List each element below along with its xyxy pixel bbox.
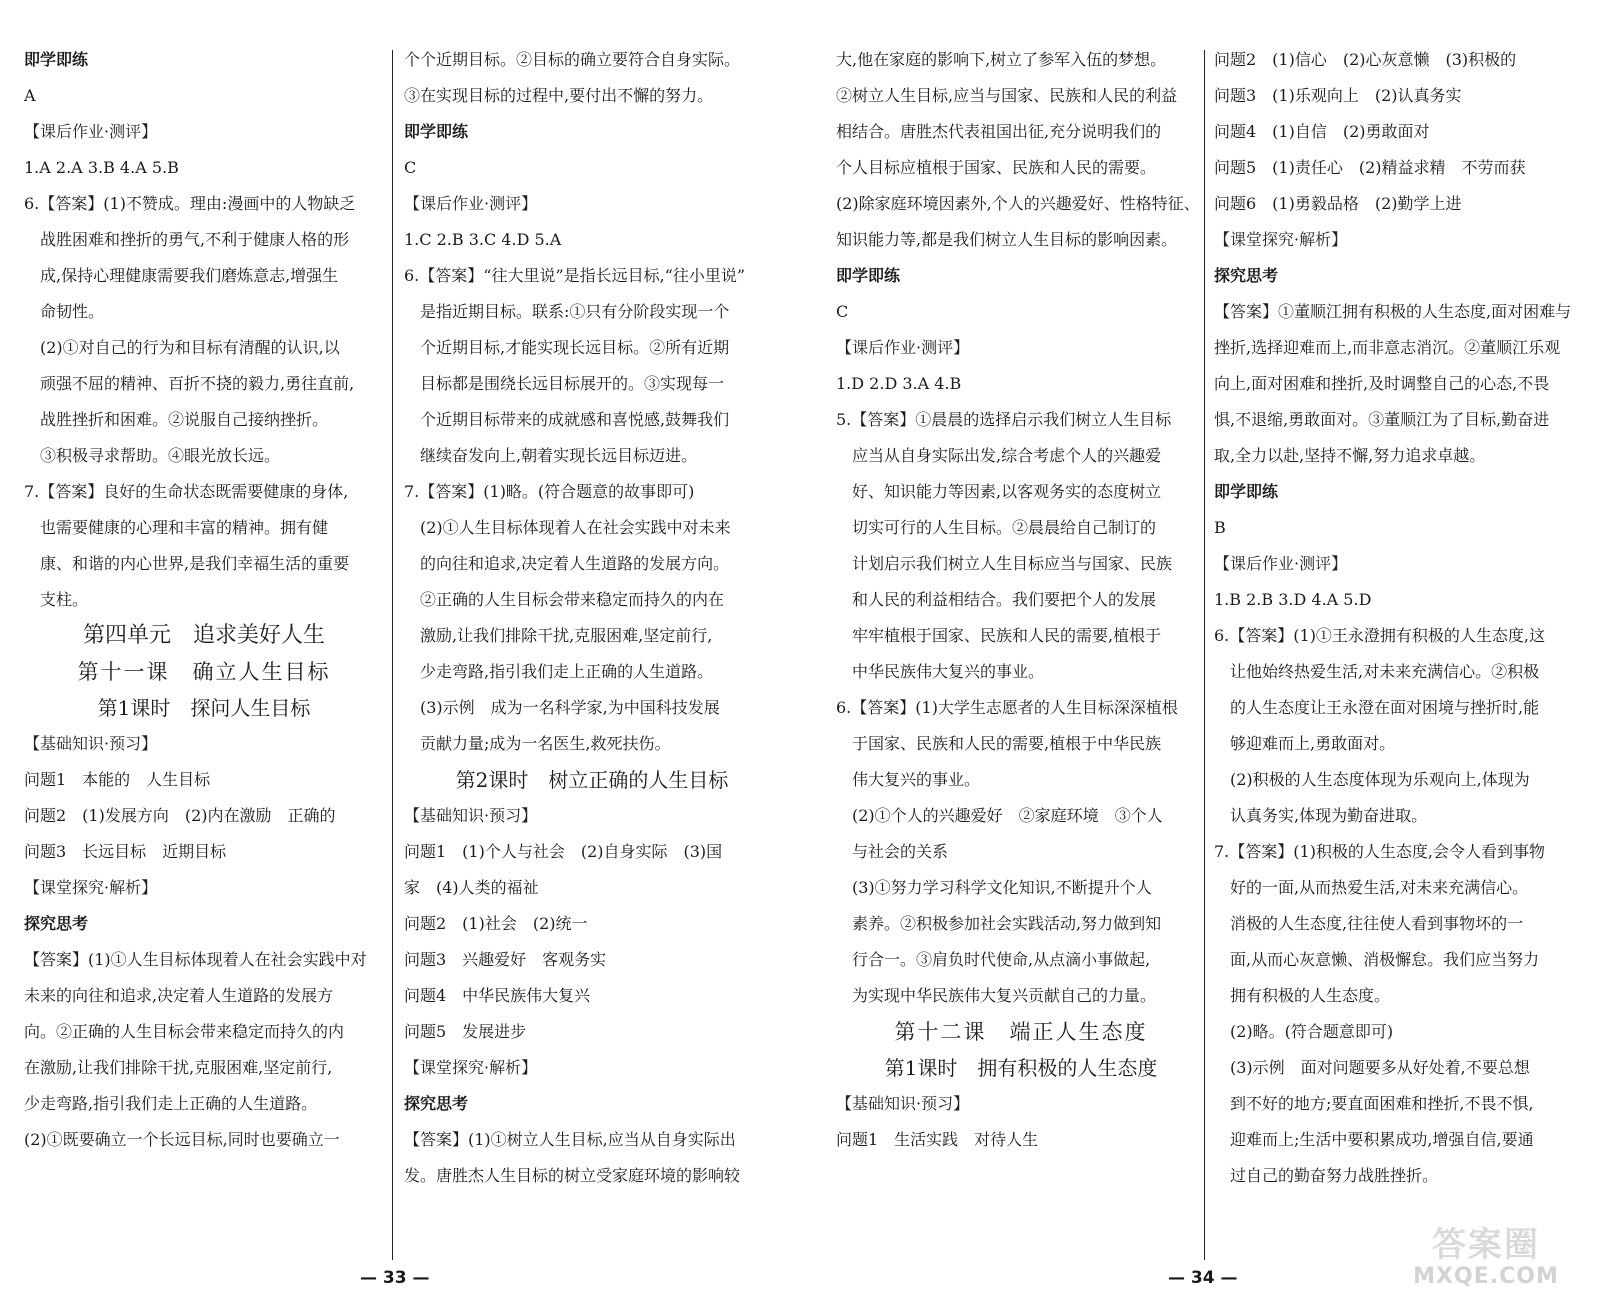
text-line: 问题3 兴趣爱好 客观务实 [404,950,607,969]
text-line: 【答案】(1)①人生目标体现着人在社会实践中对 [24,950,367,969]
text-line: (2)①个人的兴趣爱好 ②家庭环境 ③个人 [852,806,1163,825]
text-line: ③在实现目标的过程中,要付出不懈的努力。 [404,86,714,105]
text-line: 家 (4)人类的福祉 [404,878,539,897]
text-line: 1.A 2.A 3.B 4.A 5.B [24,158,179,177]
text-line: 素养。②积极参加社会实践活动,努力做到知 [852,914,1162,933]
text-line: 个人目标应植根于国家、民族和人民的需要。 [836,158,1157,177]
watermark-url: MXQE.COM [1413,1264,1559,1289]
text-line: 战胜挫折和困难。②说服自己接纳挫折。 [40,410,329,429]
section-heading: 即学即练 [1214,482,1279,501]
text-line: 是指近期目标。联系:①只有分阶段实现一个 [420,302,730,321]
text-line: ③积极寻求帮助。④眼光放长远。 [40,446,281,465]
left-page-column-1 [24,42,384,1158]
text-line: A [24,86,36,105]
section-label: 【基础知识·预习】 [836,1094,970,1113]
text-line: (3)示例 面对问题要多从好处着,不要总想 [1230,1058,1530,1077]
text-line: 7.【答案】(1)略。(符合题意的故事即可) [404,482,695,501]
text-line: 让他始终热爱生活,对未来充满信心。②积极 [1230,662,1540,681]
text-line: 拥有积极的人生态度。 [1230,986,1391,1005]
text-line: (2)①人生目标体现着人在社会实践中对未来 [420,518,731,537]
text-line: 认真务实,体现为勤奋进取。 [1230,806,1428,825]
text-line: 6.【答案】(1)大学生志愿者的人生目标深深植根 [836,698,1178,717]
text-line: 个近期目标,才能实现长远目标。②所有近期 [420,338,730,357]
text-line: 惧,不退缩,勇敢面对。③董顺江为了目标,勤奋进 [1214,410,1550,429]
text-line: 挫折,选择迎难而上,而非意志消沉。②董顺江乐观 [1214,338,1561,357]
text-line: 迎难而上;生活中要积累成功,增强自信,要通 [1230,1130,1534,1149]
section-label: 【课堂探究·解析】 [1214,230,1348,249]
unit-title: 第四单元 追求美好人生 [82,623,325,648]
page-number-left: — 33 — [360,1268,430,1288]
text-line: 应当从自身实际出发,综合考虑个人的兴趣爱 [852,446,1162,465]
text-line: 的人生态度让王永澄在面对困境与挫折时,能 [1230,698,1540,717]
text-line: 问题5 (1)责任心 (2)精益求精 不劳而获 [1214,158,1526,177]
text-line: 够迎难而上,勇敢面对。 [1230,734,1396,753]
text-line: 6.【答案】(1)①王永澄拥有积极的人生态度,这 [1214,626,1546,645]
text-line: ②正确的人生目标会带来稳定而持久的内在 [420,590,725,609]
text-line: 问题1 本能的 人生目标 [24,770,211,789]
text-line: 1.D 2.D 3.A 4.B [836,374,962,393]
text-line: 于国家、民族和人民的需要,植根于中华民族 [852,734,1162,753]
text-line: 顽强不屈的精神、百折不挠的毅力,勇往直前, [40,374,355,393]
text-line: 取,全力以赴,坚持不懈,努力追求卓越。 [1214,446,1486,465]
lesson-title: 第十一课 确立人生目标 [77,660,331,684]
text-line: 继续奋发向上,朝着实现长远目标迈进。 [420,446,698,465]
text-line: 激励,让我们排除干扰,克服困难,坚定前行, [420,626,713,645]
text-line: 知识能力等,都是我们树立人生目标的影响因素。 [836,230,1178,249]
text-line: 大,他在家庭的影响下,树立了参军入伍的梦想。 [836,50,1167,69]
lesson-title: 第十二课 端正人生态度 [894,1020,1148,1044]
text-line: 为实现中华民族伟大复兴贡献自己的力量。 [852,986,1157,1005]
section-heading: 探究思考 [1214,266,1279,285]
text-line: 6.【答案】“往大里说”是指长远目标,“往小里说” [404,266,746,285]
text-line: 牢牢植根于国家、民族和人民的需要,植根于 [852,626,1162,645]
section-heading: 即学即练 [404,122,469,141]
text-line: 目标都是围绕长远目标展开的。③实现每一 [420,374,725,393]
period-title: 第1课时 拥有积极的人生态度 [884,1056,1158,1080]
text-line: (2)①对自己的行为和目标有清醒的认识,以 [40,338,340,357]
text-line: 问题5 发展进步 [404,1022,527,1041]
text-line: 问题3 (1)乐观向上 (2)认真务实 [1214,86,1462,105]
section-label: 【课堂探究·解析】 [24,878,158,897]
text-line: 未来的向往和追求,决定着人生道路的发展方 [24,986,334,1005]
text-line: 6.【答案】(1)不赞成。理由:漫画中的人物缺乏 [24,194,356,213]
text-line: 中华民族伟大复兴的事业。 [852,662,1045,681]
text-line: 个近期目标带来的成就感和喜悦感,鼓舞我们 [420,410,730,429]
section-label: 【基础知识·预习】 [404,806,538,825]
text-line: 成,保持心理健康需要我们磨炼意志,增强生 [40,266,339,285]
section-label: 【课堂探究·解析】 [404,1058,538,1077]
text-line: 消极的人生态度,往往使人看到事物坏的一 [1230,914,1524,933]
left-page-column-2 [404,42,780,1194]
text-line: 相结合。唐胜杰代表祖国出征,充分说明我们的 [836,122,1162,141]
text-line: 到不好的地方;要直面困难和挫折,不畏不惧, [1230,1094,1534,1113]
column-divider [392,50,393,1260]
text-line: 问题1 生活实践 对待人生 [836,1130,1039,1149]
right-page-column-1 [836,42,1206,1158]
text-line: 个个近期目标。②目标的确立要符合自身实际。 [404,50,741,69]
text-line: (2)除家庭环境因素外,个人的兴趣爱好、性格特征、 [836,194,1200,213]
section-label: 【课后作业·测评】 [404,194,538,213]
section-heading: 探究思考 [24,914,89,933]
text-line: 计划启示我们树立人生目标应当与国家、民族 [852,554,1173,573]
text-line: 问题2 (1)信心 (2)心灰意懒 (3)积极的 [1214,50,1517,69]
text-line: 伟大复兴的事业。 [852,770,981,789]
text-line: 支柱。 [40,590,89,609]
text-line: 在激励,让我们排除干扰,克服困难,坚定前行, [24,1058,333,1077]
text-line: 问题2 (1)发展方向 (2)内在激励 正确的 [24,806,336,825]
text-line: ②树立人生目标,应当与国家、民族和人民的利益 [836,86,1178,105]
text-line: 问题3 长远目标 近期目标 [24,842,227,861]
text-line: 发。唐胜杰人生目标的树立受家庭环境的影响较 [404,1166,741,1185]
period-title: 第2课时 树立正确的人生目标 [455,768,729,792]
text-line: 【答案】(1)①树立人生目标,应当从自身实际出 [404,1130,736,1149]
section-heading: 即学即练 [836,266,901,285]
section-label: 【课后作业·测评】 [1214,554,1348,573]
text-line: 【答案】①董顺江拥有积极的人生态度,面对困难与 [1214,302,1572,321]
text-line: 问题4 中华民族伟大复兴 [404,986,591,1005]
text-line: 面,从而心灰意懒、消极懈怠。我们应当努力 [1230,950,1540,969]
text-line: (2)积极的人生态度体现为乐观向上,体现为 [1230,770,1530,789]
page-number-right: — 34 — [1168,1268,1238,1288]
text-line: 的向往和追求,决定着人生道路的发展方向。 [420,554,730,573]
text-line: 与社会的关系 [852,842,949,861]
text-line: 少走弯路,指引我们走上正确的人生道路。 [24,1094,318,1113]
text-line: 问题1 (1)个人与社会 (2)自身实际 (3)国 [404,842,723,861]
text-line: 问题2 (1)社会 (2)统一 [404,914,588,933]
section-heading: 即学即练 [24,50,89,69]
text-line: 7.【答案】良好的生命状态既需要健康的身体, [24,482,349,501]
text-line: 过自己的勤奋努力战胜挫折。 [1230,1166,1439,1185]
text-line: (2)①既要确立一个长远目标,同时也要确立一 [24,1130,340,1149]
text-line: 行合一。③肩负时代使命,从点滴小事做起, [852,950,1151,969]
text-line: 1.C 2.B 3.C 4.D 5.A [404,230,562,249]
text-line: 1.B 2.B 3.D 4.A 5.D [1214,590,1372,609]
text-line: 向上,面对困难和挫折,及时调整自己的心态,不畏 [1214,374,1550,393]
period-title: 第1课时 探问人生目标 [97,696,311,720]
text-line: 向。②正确的人生目标会带来稳定而持久的内 [24,1022,345,1041]
watermark-logo [1386,1225,1586,1295]
text-line: (3)①努力学习科学文化知识,不断提升个人 [852,878,1152,897]
section-label: 【基础知识·预习】 [24,734,158,753]
text-line: (3)示例 成为一名科学家,为中国科技发展 [420,698,720,717]
text-line: 好的一面,从而热爱生活,对未来充满信心。 [1230,878,1529,897]
section-label: 【课后作业·测评】 [24,122,158,141]
text-line: 问题6 (1)勇毅品格 (2)勤学上进 [1214,194,1462,213]
text-line: (2)略。(符合题意即可) [1230,1022,1394,1041]
text-line: C [404,158,417,177]
text-line: 好、知识能力等因素,以客观务实的态度树立 [852,482,1162,501]
text-line: 康、和谐的内心世界,是我们幸福生活的重要 [40,554,350,573]
text-line: 7.【答案】(1)积极的人生态度,会令人看到事物 [1214,842,1546,861]
text-line: 贡献力量;成为一名医生,救死扶伤。 [420,734,671,753]
right-page-column-2 [1214,42,1594,1194]
text-line: 命韧性。 [40,302,105,321]
text-line: 战胜困难和挫折的勇气,不利于健康人格的形 [40,230,350,249]
section-label: 【课后作业·测评】 [836,338,970,357]
text-line: 和人民的利益相结合。我们要把个人的发展 [852,590,1157,609]
text-line: B [1214,518,1226,537]
text-line: C [836,302,849,321]
column-divider [1204,50,1205,1260]
text-line: 少走弯路,指引我们走上正确的人生道路。 [420,662,714,681]
section-heading: 探究思考 [404,1094,469,1113]
text-line: 问题4 (1)自信 (2)勇敢面对 [1214,122,1430,141]
watermark-mark: 答案圈 [1432,1225,1540,1265]
text-line: 也需要健康的心理和丰富的精神。拥有健 [40,518,329,537]
text-line: 5.【答案】①晨晨的选择启示我们树立人生目标 [836,410,1172,429]
text-line: 切实可行的人生目标。②晨晨给自己制订的 [852,518,1157,537]
